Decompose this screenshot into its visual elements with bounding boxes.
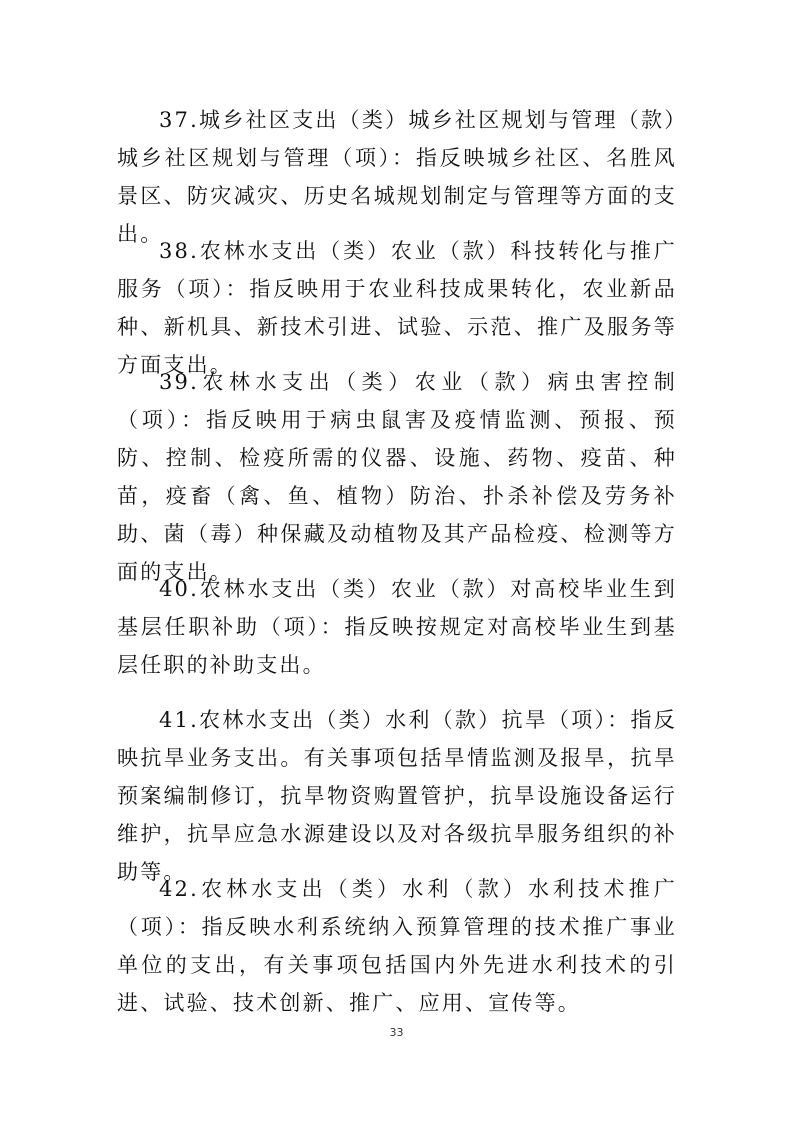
paragraph-39: 39.农林水支出（类）农业（款）病虫害控制（项）：指反映用于病虫鼠害及疫情监测、预报、预防、控制、检疫所需的仪器、设施、药物、疫苗、种苗，疫畜（禽、鱼、植物）防治、扑杀补偿及劳务补助、菌（毒）种保藏及动植物及其产品检疫、检测等方面的支出。: [117, 370, 677, 584]
paragraph-37: 37.城乡社区支出（类）城乡社区规划与管理（款）城乡社区规划与管理（项）：指反映城乡社区、名胜风景区、防灾减灾、历史名城规划制定与管理等方面的支出。: [117, 108, 677, 246]
paragraph-38: 38.农林水支出（类）农业（款）科技转化与推广服务（项）：指反映用于农业科技成果转化，农业新品种、新机具、新技术引进、试验、示范、推广及服务等方面支出。: [117, 239, 677, 377]
paragraph-42: 42.农林水支出（类）水利（款）水利技术推广（项）：指反映水利系统纳入预算管理的技术推广事业单位的支出，有关事项包括国内外先进水利技术的引进、试验、技术创新、推广、应用、宣传等。: [117, 877, 677, 1015]
paragraph-41: 41.农林水支出（类）水利（款）抗旱（项）：指反映抗旱业务支出。有关事项包括旱情监测及报旱，抗旱预案编制修订，抗旱物资购置管护，抗旱设施设备运行维护，抗旱应急水源建设以及对各级抗旱服务组织的补助等。: [117, 708, 677, 884]
page-number: 33: [389, 1026, 404, 1039]
paragraph-40: 40.农林水支出（类）农业（款）对高校毕业生到基层任职补助（项）：指反映按规定对高校毕业生到基层任职的补助支出。: [117, 577, 677, 677]
